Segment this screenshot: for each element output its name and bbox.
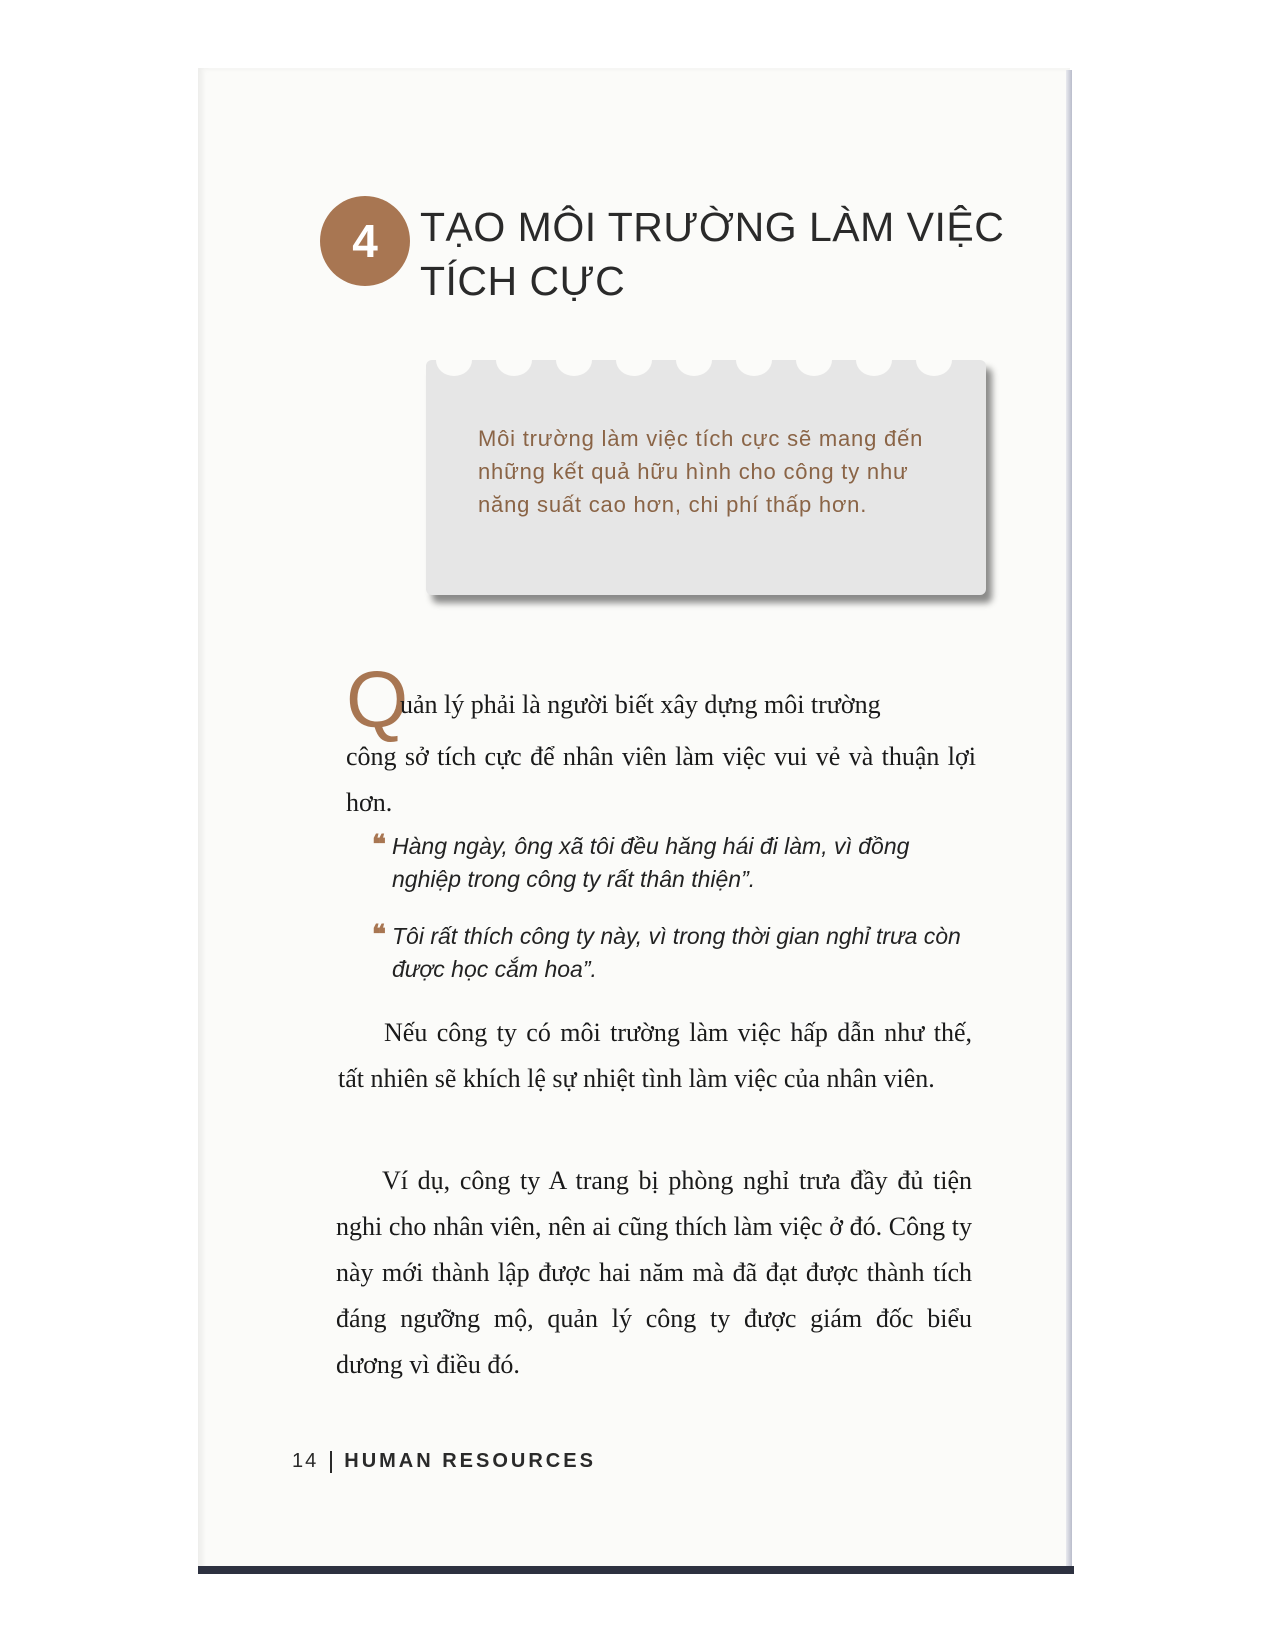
footer-divider — [330, 1451, 332, 1473]
page-number: 14 — [292, 1450, 319, 1472]
quote-1 — [372, 829, 972, 896]
quote-mark-icon: ❝ — [372, 919, 386, 949]
book-cover-edge — [198, 1566, 1074, 1574]
paragraph: Nếu công ty có môi trường làm việc hấp dẫn như thế, tất nhiên sẽ khích lệ sự nhiệt tình làm việc của nhân viên. — [338, 1018, 972, 1093]
paragraph: Ví dụ, công ty A trang bị phòng nghỉ trưa đầy đủ tiện nghi cho nhân viên, nên ai cũng thích làm việc ở đó. Công ty này mới thành lập được hai năm mà đã đạt được thành tích đáng ngưỡng mộ, quản lý công ty được giám đốc biểu dương vì điều đó. — [336, 1166, 972, 1379]
chapter-title — [420, 200, 1020, 308]
section-label: HUMAN RESOURCES — [344, 1450, 596, 1472]
callout-note — [426, 360, 986, 595]
quote-text: Hàng ngày, ông xã tôi đều hăng hái đi làm, vì đồng nghiệp trong công ty rất thân thiện”. — [392, 833, 910, 892]
quote-text: Tôi rất thích công ty này, vì trong thời gian nghỉ trưa còn được học cắm hoa”. — [392, 923, 961, 982]
callout-text: Môi trường làm việc tích cực sẽ mang đến những kết quả hữu hình cho công ty như năng suất cao hơn, chi phí thấp hơn. — [478, 426, 924, 517]
chapter-number-badge: 4 — [320, 196, 410, 286]
lead-paragraph-rest: công sở tích cực để nhân viên làm việc vui vẻ và thuận lợi hơn. — [346, 742, 976, 817]
chapter-title-line-2: TÍCH CỰC — [420, 258, 626, 304]
page-footer — [292, 1450, 596, 1473]
chapter-title-line-1: TẠO MÔI TRƯỜNG LÀM VIỆC — [420, 204, 1005, 250]
quote-mark-icon: ❝ — [372, 829, 386, 859]
lead-paragraph-first-line: uản lý phải là người biết xây dựng môi trường — [400, 690, 881, 719]
drop-cap: Q — [346, 655, 409, 744]
quote-2 — [372, 919, 972, 986]
page-edge — [1066, 70, 1072, 1570]
torn-edge-decoration — [426, 354, 986, 384]
